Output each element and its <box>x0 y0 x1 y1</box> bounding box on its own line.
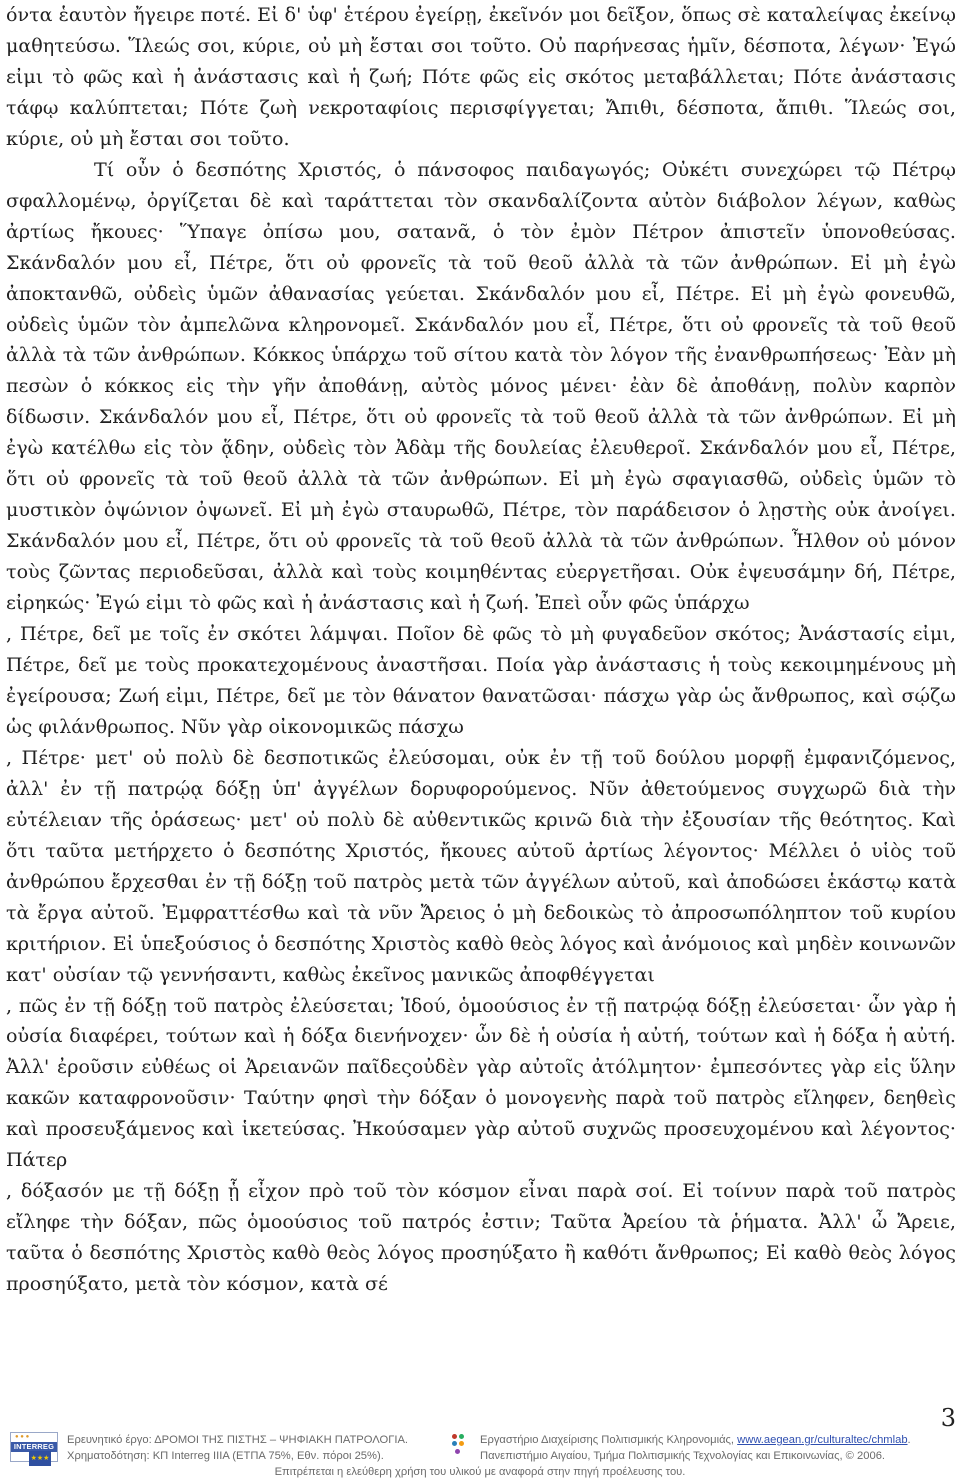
lab-website-link[interactable]: www.aegean.gr/culturaltec/chmlab <box>737 1434 908 1446</box>
logo-wordmark: INTERREG <box>11 1442 57 1452</box>
lab-logo-icon <box>452 1434 470 1460</box>
funding-info <box>67 1432 408 1464</box>
paragraph: , δόξασόν με τῇ δόξῃ ᾗ εἶχον πρὸ τοῦ τὸν κόσμον εἶναι παρὰ σοί. Εἰ τοίνυν παρὰ τοῦ πατρὸς εἴληφε τὴν δόξαν, πῶς ὁμοούσιος τοῦ πατρός ἐστιν; Ταῦτα Ἀρείου τὰ ῥήματα. Ἀλλ' ὦ Ἄρειε, ταῦτα ὁ δεσπότης Χριστὸς καθὸ θεὸς λόγος προσηύξατο ἢ καθότι ἄνθρωπος; Εἰ καθὸ θεὸς λόγος προσηύξατο, μετὰ τὸν κόσμον, κατὰ σέ <box>6 1179 956 1296</box>
paragraph: , πῶς ἐν τῇ δόξῃ τοῦ πατρὸς ἐλεύσεται; Ἰδού, ὁμοούσιος ἐν τῇ πατρῴᾳ δόξῃ ἐλεύσεται· ὧν γὰρ ἡ οὐσία διαφέρει, τούτων καὶ ἡ δόξα διενήνοχεν· ὧν δὲ ἡ οὐσία ἡ αὐτή, τούτων καὶ ἡ δόξα ἡ αὐτή. Ἀλλ' ἐροῦσιν εὐθέως οἱ Ἀρειανῶν παῖδεςοὐδὲν γὰρ αὐτοῖς ἀτόλμητον· ἐμπεσόντες γὰρ εἰς ὕλην κακῶν καταφρονοῦσιν· Ταύτην φησὶ τὴν δόξαν ὁ μονογενὴς παρὰ τοῦ πατρὸς εἴληφεν, δεηθεὶς καὶ προσευξάμενος καὶ ἱκετεύσας. Ἠκούσαμεν γὰρ αὐτοῦ συχνῶς προσευχομένου καὶ λέγοντος· Πάτερ <box>6 993 956 1172</box>
paragraph: , Πέτρε· μετ' οὐ πολὺ δὲ δεσποτικῶς ἐλεύσομαι, οὐκ ἐν τῇ τοῦ δούλου μορφῇ ἐμφανιζόμενος, ἀλλ' ἐν τῇ πατρῴᾳ δόξῃ ὑπ' ἀγγέλων δορυφορούμενος. Νῦν ἀθετούμενος συγχωρῶ διὰ τὴν εὐτέλειαν τῆς ὁράσεως· μετ' οὐ πολὺ δὲ αὐθεντικῶς κρινῶ διὰ τὴν ἐξουσίαν τῆς θεότητος. Καὶ ὅτι ταῦτα μετήρχετο ὁ δεσπότης Χριστός, ἤκουες αὐτοῦ ἀρτίως λέγοντος· Μέλλει ὁ υἱὸς τοῦ ἀνθρώπου ἔρχεσθαι ἐν τῇ δόξῃ τοῦ πατρὸς μετὰ τῶν ἀγγέλων αὐτοῦ, καὶ ἀποδώσει ἑκάστῳ κατὰ τὰ ἔργα αὐτοῦ. Ἐμφραττέσθω καὶ τὰ νῦν Ἄρειος ὁ μὴ δεδοικὼς τὸ ἀπροσωπόληπτον τοῦ κυρίου κριτήριον. Εἰ ὑπεξούσιος ὁ δεσπότης Χριστὸς καθὸ θεὸς λόγος καὶ ἀνόμοιος καὶ μηδὲν κοινωνῶν κατ' οὐσίαν τῷ γεννήσαντι, καθὼς ἐκεῖνος μανικῶς ἀποφθέγγεται <box>6 745 956 986</box>
lab-line-end: . <box>907 1434 911 1446</box>
funding-line: Χρηματοδότηση: ΚΠ Interreg IIIA (ΕΤΠΑ 75%, Εθν. πόροι 25%). <box>67 1450 384 1462</box>
document-body <box>6 0 956 1300</box>
page-number: 3 <box>940 1404 956 1432</box>
paragraph: Τί οὖν ὁ δεσπότης Χριστός, ὁ πάνσοφος παιδαγωγός; Οὐκέτι συνεχώρει τῷ Πέτρῳ σφαλλομένῳ, ὀργίζεται δὲ καὶ ταράττεται τὸν σκανδαλίζοντα αὐτὸν διάβολον λέγων, καθὼς ἀρτίως ἤκουες· Ὕπαγε ὀπίσω μου, σατανᾶ, ὁ τὸν ἐμὸν Πέτρον ἀπιστεῖν ὑπονοθεύσας. Σκάνδαλόν μου εἶ, Πέτρε, ὅτι οὐ φρονεῖς τὰ τοῦ θεοῦ ἀλλὰ τὰ τῶν ἀνθρώπων. Εἰ μὴ ἐγὼ ἀποκτανθῶ, οὐδεὶς ὑμῶν ἀθανασίας γεύεται. Σκάνδαλόν μου εἶ, Πέτρε. Εἰ μὴ ἐγὼ φονευθῶ, οὐδεὶς ὑμῶν τὸν ἀμπελῶνα κληρονομεῖ. Σκάνδαλόν μου εἶ, Πέτρε, ὅτι οὐ φρονεῖς τὰ τοῦ θεοῦ ἀλλὰ τὰ τῶν ἀνθρώπων. Κόκκος ὑπάρχω τοῦ σίτου κατὰ τὸν λόγον τῆς ἐνανθρωπήσεως· Ἐὰν μὴ πεσὼν ὁ κόκκος εἰς τὴν γῆν ἀποθάνῃ, αὐτὸς μόνος μένει· ἐὰν δὲ ἀποθάνῃ, πολὺν καρπὸν δίδωσιν. Σκάνδαλόν μου εἶ, Πέτρε, ὅτι οὐ φρονεῖς τὰ τοῦ θεοῦ ἀλλὰ τὰ τῶν ἀνθρώπων. Εἰ μὴ ἐγὼ κατέλθω εἰς τὸν ᾅδην, οὐδεὶς τὸν Ἀδὰμ τῆς δουλείας ἐλευθεροῖ. Σκάνδαλόν μου εἶ, Πέτρε, ὅτι οὐ φρονεῖς τὰ τοῦ θεοῦ ἀλλὰ τὰ τῶν ἀνθρώπων. Εἰ μὴ ἐγὼ σφαγιασθῶ, οὐδεὶς ὑμῶν τὸ μυστικὸν ὀψώνιον ὀψωνεῖ. Εἰ μὴ ἐγὼ σταυρωθῶ, Πέτρε, τὸν παράδεισον ὁ λῃστὴς οὐκ ἀνοίγει. Σκάνδαλόν μου εἶ, Πέτρε, ὅτι οὐ φρονεῖς τὰ τοῦ θεοῦ ἀλλὰ τὰ τῶν ἀνθρώπων. Ἦλθον οὐ μόνον τοὺς ζῶντας περιοδεῦσαι, ἀλλὰ καὶ τοὺς κοιμηθέντας εὐεργετῆσαι. Οὐκ ἐψευσάμην δή, Πέτρε, εἰρηκώς· Ἐγώ εἰμι τὸ φῶς καὶ ἡ ἀνάστασις καὶ ἡ ζωή. Ἐπεὶ οὖν φῶς ὑπάρχω <box>6 157 956 615</box>
eu-flag-icon: ★★★ <box>29 1451 51 1466</box>
lab-info <box>480 1432 911 1464</box>
logo-stars-icon: ● ● ● <box>15 1434 30 1440</box>
lab-name: Εργαστήριο Διαχείρισης Πολιτισμικής Κληρονομιάς, <box>480 1434 738 1446</box>
usage-note: Επιτρέπεται η ελεύθερη χρήση του υλικού με αναφορά στην πηγή προέλευσης του. <box>274 1466 686 1478</box>
lab-line <box>480 1432 911 1448</box>
paragraph: όντα ἑαυτὸν ἤγειρε ποτέ. Εἰ δ' ὑφ' ἑτέρου ἐγείρῃ, ἐκεῖνόν μοι δεῖξον, ὅπως σὲ καταλείψας ἐκείνῳ μαθητεύσω. Ἵλεώς σοι, κύριε, οὐ μὴ ἔσται σοι τοῦτο. Οὐ παρήνεσας ἡμῖν, δέσποτα, λέγων· Ἐγώ εἰμι τὸ φῶς καὶ ἡ ἀνάστασις καὶ ἡ ζωή; Πότε φῶς εἰς σκότος μεταβάλλεται; Πότε ἀνάστασις τάφῳ καλύπτεται; Πότε ζωὴ νεκροταφίοις περισφίγγεται; Ἄπιθι, δέσποτα, ἄπιθι. Ἵλεώς σοι, κύριε, οὐ μὴ ἔσται σοι τοῦτο. <box>6 3 956 150</box>
paragraph: , Πέτρε, δεῖ με τοῖς ἐν σκότει λάμψαι. Ποῖον δὲ φῶς τὸ μὴ φυγαδεῦον σκότος; Ἀνάστασίς εἰμι, Πέτρε, δεῖ με τοὺς προκατεχομένους ἀναστῆσαι. Ποία γὰρ ἀνάστασις ἡ τοὺς κεκοιμημένους μὴ ἐγείρουσα; Ζωή εἰμι, Πέτρε, δεῖ με τὸν θάνατον θανατῶσαι· πάσχω γὰρ ὡς ἄνθρωπος, καὶ σῴζω ὡς φιλάνθρωπος. Νῦν γὰρ οἰκονομικῶς πάσχω <box>6 622 956 738</box>
project-line: Ερευνητικό έργο: ΔΡΟΜΟΙ ΤΗΣ ΠΙΣΤΗΣ – ΨΗΦΙΑΚΗ ΠΑΤΡΟΛΟΓΙΑ. <box>67 1434 409 1446</box>
page-footer <box>0 1428 960 1482</box>
university-line: Πανεπιστήμιο Αιγαίου, Τμήμα Πολιτισμικής Τεχνολογίας και Επικοινωνίας, © 2006. <box>480 1450 886 1462</box>
